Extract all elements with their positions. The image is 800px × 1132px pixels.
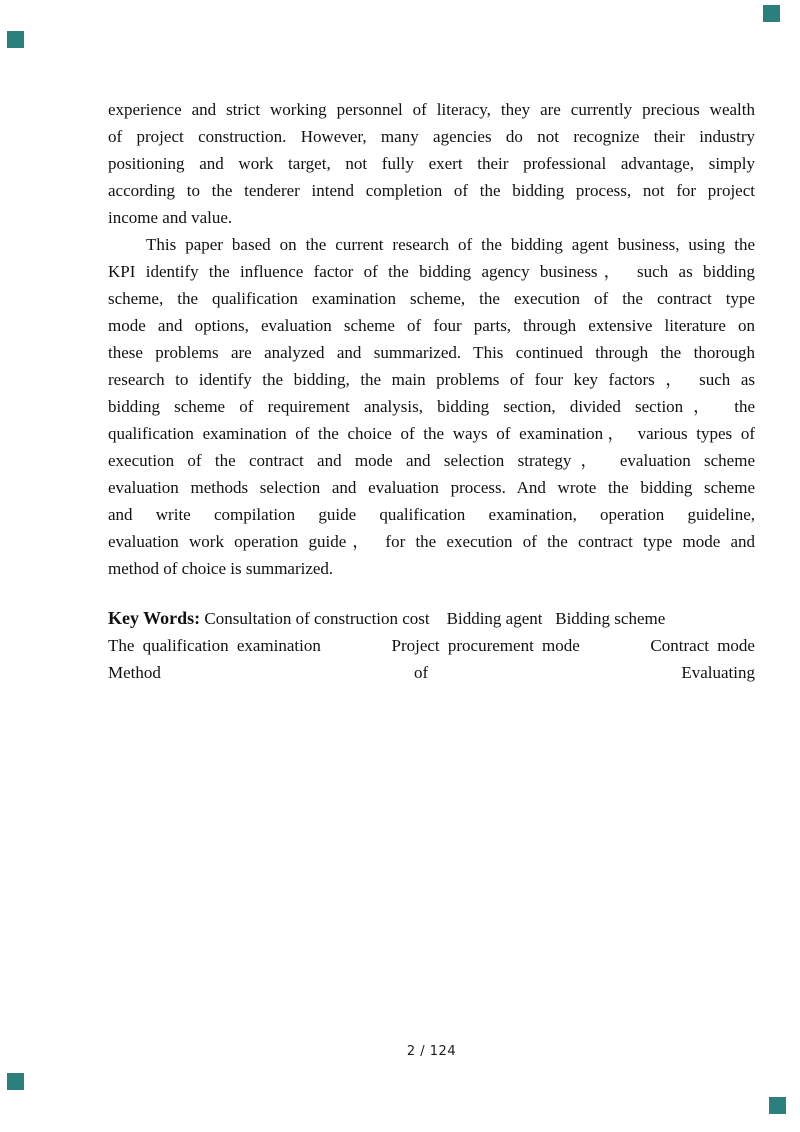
corner-marker-bottom-left bbox=[7, 1073, 24, 1090]
text-line: qualification examination of the choice of the ways of examination， various types of bbox=[108, 424, 755, 443]
keywords-label: Key Words: bbox=[108, 608, 201, 628]
text-line: evaluation work operation guide， for the execution of the contract type mode and bbox=[108, 532, 755, 551]
keywords-line-1 bbox=[108, 605, 755, 632]
text-line: This paper based on the current research of the bidding agent business, using the bbox=[146, 235, 755, 254]
keywords-block bbox=[108, 605, 755, 686]
text-line: according to the tenderer intend completion of the bidding process, not for project bbox=[108, 181, 755, 200]
keyword-item-evaluating: Evaluating bbox=[681, 663, 755, 682]
text-line: experience and strict working personnel of literacy, they are currently precious wealth bbox=[108, 100, 755, 119]
keywords-line-3 bbox=[108, 659, 755, 686]
keyword-item-contract-mode: Contract mode bbox=[650, 636, 755, 655]
text-line: of project construction. However, many agencies do not recognize their industry bbox=[108, 127, 755, 146]
keywords-line-2 bbox=[108, 632, 755, 659]
corner-marker-top-left bbox=[7, 31, 24, 48]
keyword-item-method: Method bbox=[108, 663, 161, 682]
text-line: execution of the contract and mode and selection strategy， evaluation scheme bbox=[108, 451, 755, 470]
text-line: positioning and work target, not fully exert their professional advantage, simply bbox=[108, 154, 755, 173]
corner-marker-top-right bbox=[763, 5, 780, 22]
keyword-item-qualification-examination: The qualification examination bbox=[108, 636, 321, 655]
keywords-line1-text: Consultation of construction cost Bidding agent Bidding scheme bbox=[200, 609, 666, 628]
corner-marker-bottom-right bbox=[769, 1097, 786, 1114]
page-content bbox=[108, 96, 755, 686]
text-line: method of choice is summarized. bbox=[108, 559, 334, 578]
page-number: 2 / 124 bbox=[406, 1044, 457, 1059]
keyword-item-of: of bbox=[414, 663, 429, 682]
text-line: evaluation methods selection and evaluation process. And wrote the bidding scheme bbox=[108, 478, 755, 497]
text-line: bidding scheme of requirement analysis, bidding section, divided section， the bbox=[108, 397, 755, 416]
text-line: and write compilation guide qualification examination, operation guideline, bbox=[108, 505, 755, 524]
text-line: income and value. bbox=[108, 208, 233, 227]
text-line: scheme, the qualification examination scheme, the execution of the contract type bbox=[108, 289, 755, 308]
text-line: research to identify the bidding, the main problems of four key factors ， such as bbox=[108, 370, 755, 389]
paragraph-continuation bbox=[108, 96, 755, 231]
text-line: these problems are analyzed and summarized. This continued through the thorough bbox=[108, 343, 755, 362]
text-line: KPI identify the influence factor of the bidding agency business， such as bidding bbox=[108, 262, 755, 281]
text-line: mode and options, evaluation scheme of four parts, through extensive literature on bbox=[108, 316, 755, 335]
paragraph-this-paper bbox=[108, 231, 755, 582]
keyword-item-project-procurement-mode: Project procurement mode bbox=[391, 636, 580, 655]
